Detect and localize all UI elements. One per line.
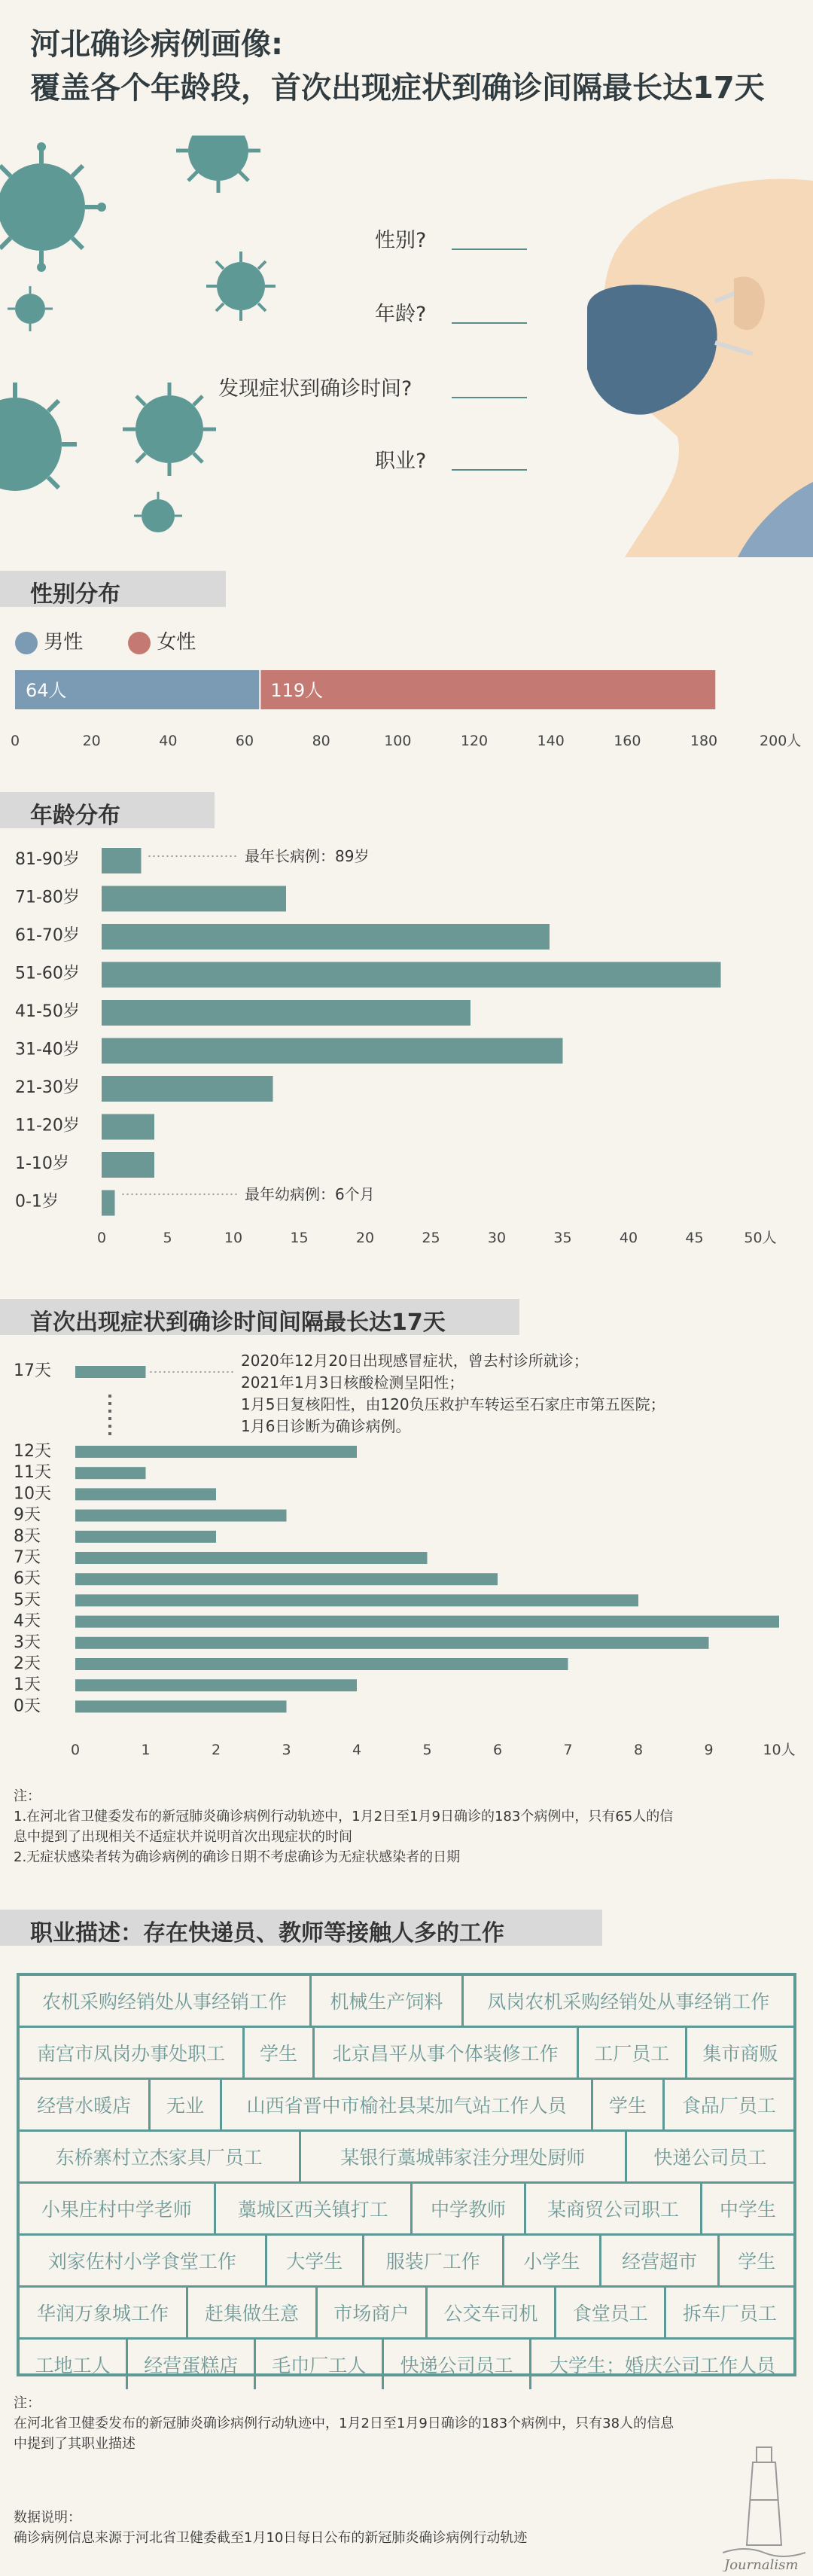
logo-text: Journalism — [724, 2557, 799, 2571]
section-title: 职业描述：存在快递员、教师等接触人多的工作 — [30, 1920, 504, 1946]
x-tick-label: 25 — [422, 1230, 440, 1246]
job-cell: 某商贸公司职工 — [526, 2184, 702, 2233]
y-tick-label: 17天 — [14, 1361, 51, 1380]
masked-head-icon — [587, 179, 813, 557]
y-tick-label: 4天 — [14, 1611, 41, 1631]
y-tick-label: 7天 — [14, 1548, 41, 1567]
job-cell: 学生 — [593, 2080, 665, 2129]
job-cell: 藁城区西关镇打工 — [216, 2184, 413, 2233]
bar — [102, 1114, 154, 1140]
x-tick-label: 9 — [704, 1742, 714, 1758]
interval-chart — [0, 1348, 813, 1770]
bar — [75, 1594, 638, 1606]
section-title: 年龄分布 — [30, 803, 120, 829]
x-tick-label: 10 — [224, 1230, 243, 1246]
job-cell: 南宫市凤岗办事处职工 — [20, 2028, 245, 2078]
bar — [102, 1190, 115, 1216]
y-tick-label: 41-50岁 — [15, 1002, 80, 1021]
x-tick-label: 60 — [235, 733, 254, 749]
job-cell: 毛巾厂工人 — [256, 2340, 384, 2389]
x-tick-label: 100 — [384, 733, 412, 749]
job-cell: 食堂员工 — [556, 2288, 666, 2337]
annotation-line: 2020年12月20日出现感冒症状，曾去村诊所就诊； — [241, 1352, 589, 1370]
job-cell: 大学生 — [267, 2236, 364, 2285]
bar — [75, 1531, 216, 1543]
bar — [75, 1637, 709, 1649]
y-tick-label: 21-30岁 — [15, 1078, 80, 1097]
x-tick-label: 7 — [563, 1742, 573, 1758]
y-tick-label: 61-70岁 — [15, 926, 80, 945]
job-cell: 快递公司员工 — [384, 2340, 531, 2389]
bar — [75, 1658, 568, 1670]
job-cell: 市场商户 — [318, 2288, 428, 2337]
job-row — [20, 2080, 793, 2132]
x-tick-label: 1 — [141, 1742, 151, 1758]
job-cell: 快递公司员工 — [653, 2147, 767, 2169]
y-tick-label: 9天 — [14, 1505, 41, 1525]
note-line: 中提到了其职业描述 — [14, 2436, 136, 2452]
y-tick-label: 31-40岁 — [15, 1040, 80, 1059]
annotation-line: 2021年1月3日核酸检测呈阳性； — [241, 1373, 464, 1392]
note-line: 注： — [14, 1788, 41, 1804]
job-row — [20, 2340, 793, 2389]
bar — [102, 924, 550, 950]
notes-job — [14, 2393, 674, 2454]
x-tick-label: 140 — [537, 733, 565, 749]
job-row — [20, 1976, 793, 2028]
x-tick-label: 15 — [290, 1230, 309, 1246]
legend-male — [15, 626, 83, 654]
job-cell: 中学生 — [719, 2199, 776, 2221]
legend-label: 女性 — [157, 631, 196, 654]
legend-female — [128, 626, 196, 654]
y-tick-label: 5天 — [14, 1590, 41, 1610]
age-chart — [0, 836, 813, 1258]
bar — [102, 1038, 563, 1064]
question-interval: 发现症状到确诊时间? — [218, 377, 413, 401]
y-tick-label: 1-10岁 — [15, 1154, 69, 1173]
job-cell: 经营蛋糕店 — [128, 2340, 256, 2389]
question-age: 年龄? — [375, 303, 427, 326]
job-cell: 某银行藁城韩家洼分理处厨师 — [301, 2132, 627, 2181]
bar — [102, 848, 142, 873]
question-gender: 性别? — [375, 229, 427, 252]
y-tick-label: 10天 — [14, 1484, 51, 1504]
bar — [102, 1152, 154, 1178]
note-line: 2.无症状感染者转为确诊病例的确诊日期不考虑确诊为无症状感染者的日期 — [14, 1849, 461, 1865]
bar-label-female: 119人 — [270, 680, 324, 701]
annotation-youngest: 最年幼病例：6个月 — [245, 1185, 375, 1203]
bar — [102, 1000, 470, 1026]
bar — [75, 1616, 779, 1628]
x-tick-label: 20 — [82, 733, 101, 749]
virus-icon — [0, 142, 106, 272]
y-tick-label: 51-60岁 — [15, 964, 80, 983]
legend-label: 男性 — [44, 631, 84, 654]
x-tick-label: 3 — [282, 1742, 291, 1758]
virus-icon — [8, 286, 53, 331]
x-tick-label: 200人 — [760, 733, 802, 749]
x-tick-label: 5 — [422, 1742, 432, 1758]
job-cell: 小果庄村中学老师 — [20, 2184, 216, 2233]
bar — [102, 1076, 273, 1102]
job-grid — [17, 1973, 796, 2376]
job-cell: 学生 — [738, 2251, 776, 2273]
x-tick-label: 80 — [312, 733, 330, 749]
lighthouse-logo — [723, 2440, 805, 2571]
job-row — [20, 2184, 793, 2236]
virus-icon — [206, 252, 276, 321]
notes-interval — [14, 1786, 673, 1867]
x-tick-label: 50人 — [744, 1230, 777, 1246]
job-cell: 赶集做生意 — [188, 2288, 318, 2337]
job-cell: 集市商贩 — [702, 2043, 778, 2065]
bar — [75, 1679, 357, 1691]
job-cell: 北京昌平从事个体装修工作 — [315, 2028, 579, 2078]
virus-icon — [123, 383, 216, 476]
job-cell: 机械生产饲料 — [312, 1976, 464, 2026]
job-cell: 经营水暖店 — [20, 2080, 151, 2129]
section-header-interval — [0, 1299, 519, 1335]
job-cell: 山西省晋中市榆社县某加气站工作人员 — [222, 2080, 593, 2129]
job-row — [20, 2132, 793, 2184]
bar — [75, 1510, 287, 1522]
title-line-2: 覆盖各个年龄段，首次出现症状到确诊间隔最长达17天 — [30, 71, 765, 105]
x-tick-label: 20 — [355, 1230, 375, 1246]
job-cell: 大学生；婚庆公司工作人员 — [550, 2355, 776, 2376]
question-job: 职业? — [375, 450, 427, 473]
gender-chart — [0, 670, 813, 753]
job-cell: 学生 — [245, 2028, 315, 2078]
y-tick-label: 6天 — [14, 1569, 41, 1589]
section-header-age — [0, 792, 215, 828]
job-cell: 拆车厂员工 — [683, 2303, 778, 2324]
bar — [75, 1467, 146, 1479]
section-header-job — [0, 1910, 602, 1946]
legend-swatch — [15, 632, 38, 654]
x-tick-label: 120 — [460, 733, 489, 749]
note-line: 注： — [14, 2395, 41, 2411]
data-source — [14, 2507, 527, 2548]
annotation-line: 1月6日诊断为确诊病例。 — [241, 1417, 411, 1435]
y-tick-label: 8天 — [14, 1526, 41, 1546]
x-tick-label: 30 — [487, 1230, 507, 1246]
x-tick-label: 40 — [159, 733, 178, 749]
job-cell: 农机采购经销处从事经销工作 — [20, 1976, 312, 2026]
job-cell: 小学生 — [504, 2236, 601, 2285]
job-cell: 刘家佐村小学食堂工作 — [20, 2236, 267, 2285]
job-cell: 公交车司机 — [428, 2288, 557, 2337]
legend-swatch — [128, 632, 151, 654]
x-tick-label: 160 — [614, 733, 641, 749]
question-line — [452, 397, 527, 398]
section-header-gender — [0, 571, 226, 607]
job-cell: 中学教师 — [413, 2184, 527, 2233]
x-tick-label: 180 — [690, 733, 718, 749]
job-cell: 无业 — [151, 2080, 222, 2129]
hero-illustration — [0, 136, 813, 557]
section-title: 性别分布 — [30, 581, 120, 608]
virus-icon — [134, 492, 182, 532]
x-tick-label: 6 — [492, 1742, 503, 1758]
bar — [75, 1573, 498, 1585]
job-row — [20, 2288, 793, 2340]
job-cell: 服装厂工作 — [364, 2236, 504, 2285]
x-tick-label: 0 — [96, 1230, 107, 1246]
job-cell: 食品厂员工 — [681, 2095, 776, 2117]
title-line-1: 河北确诊病例画像: — [30, 27, 283, 62]
bar — [75, 1700, 287, 1712]
job-cell: 华润万象城工作 — [20, 2288, 188, 2337]
job-row — [20, 2236, 793, 2288]
bar-label-male: 64人 — [26, 680, 67, 701]
x-tick-label: 4 — [352, 1742, 362, 1758]
job-cell: 工地工人 — [20, 2340, 128, 2389]
section-title: 首次出现症状到确诊时间间隔最长达17天 — [30, 1309, 446, 1336]
bar — [102, 962, 721, 988]
y-tick-label: 81-90岁 — [15, 850, 80, 869]
source-title: 数据说明： — [14, 2510, 81, 2526]
bar — [75, 1488, 216, 1500]
y-tick-label: 11-20岁 — [15, 1116, 80, 1136]
job-cell: 凤岗农机采购经销处从事经销工作 — [487, 1991, 770, 2013]
question-line — [452, 469, 527, 471]
x-tick-label: 35 — [553, 1230, 572, 1246]
bar — [102, 886, 286, 912]
bar-female — [260, 670, 715, 709]
virus-icon — [0, 383, 77, 491]
y-tick-label: 2天 — [14, 1654, 41, 1673]
note-line: 在河北省卫健委发布的新冠肺炎确诊病例行动轨迹中，1月2日至1月9日确诊的183个病例中，只有38人的信息 — [14, 2416, 674, 2431]
note-line: 1.在河北省卫健委发布的新冠肺炎确诊病例行动轨迹中，1月2日至1月9日确诊的183个病例中，只有65人的信 — [14, 1809, 674, 1825]
bar — [75, 1446, 357, 1458]
y-tick-label: 1天 — [14, 1675, 41, 1695]
y-tick-label: 11天 — [14, 1463, 51, 1483]
y-tick-label: 71-80岁 — [15, 888, 80, 907]
source-text: 确诊病例信息来源于河北省卫健委截至1月10日每日公布的新冠肺炎确诊病例行动轨迹 — [14, 2530, 528, 2546]
job-cell: 工厂员工 — [579, 2028, 687, 2078]
annotation-oldest: 最年长病例：89岁 — [245, 847, 370, 865]
y-tick-label: 12天 — [14, 1442, 51, 1461]
question-line — [452, 248, 527, 250]
x-tick-label: 5 — [163, 1230, 172, 1246]
x-tick-label: 10人 — [763, 1742, 796, 1758]
job-cell: 经营超市 — [601, 2236, 720, 2285]
y-tick-label: 0-1岁 — [15, 1192, 59, 1212]
x-tick-label: 0 — [70, 1742, 81, 1758]
note-line: 息中提到了出现相关不适症状并说明首次出现症状的时间 — [14, 1829, 352, 1845]
y-tick-label: 0天 — [14, 1697, 41, 1716]
x-tick-label: 2 — [211, 1742, 221, 1758]
x-tick-label: 45 — [685, 1230, 704, 1246]
job-cell: 东桥寨村立杰家具厂员工 — [20, 2132, 301, 2181]
x-tick-label: 40 — [619, 1230, 638, 1246]
x-tick-label: 8 — [633, 1742, 644, 1758]
bar — [75, 1552, 428, 1564]
annotation-line: 1月5日复核阳性，由120负压救护车转运至石家庄市第五医院； — [241, 1395, 665, 1413]
virus-icon — [176, 136, 260, 193]
bar — [75, 1366, 146, 1378]
y-tick-label: 3天 — [14, 1632, 41, 1652]
x-tick-label: 0 — [10, 733, 20, 749]
job-row — [20, 2028, 793, 2080]
question-line — [452, 322, 527, 324]
page-title — [30, 23, 765, 110]
